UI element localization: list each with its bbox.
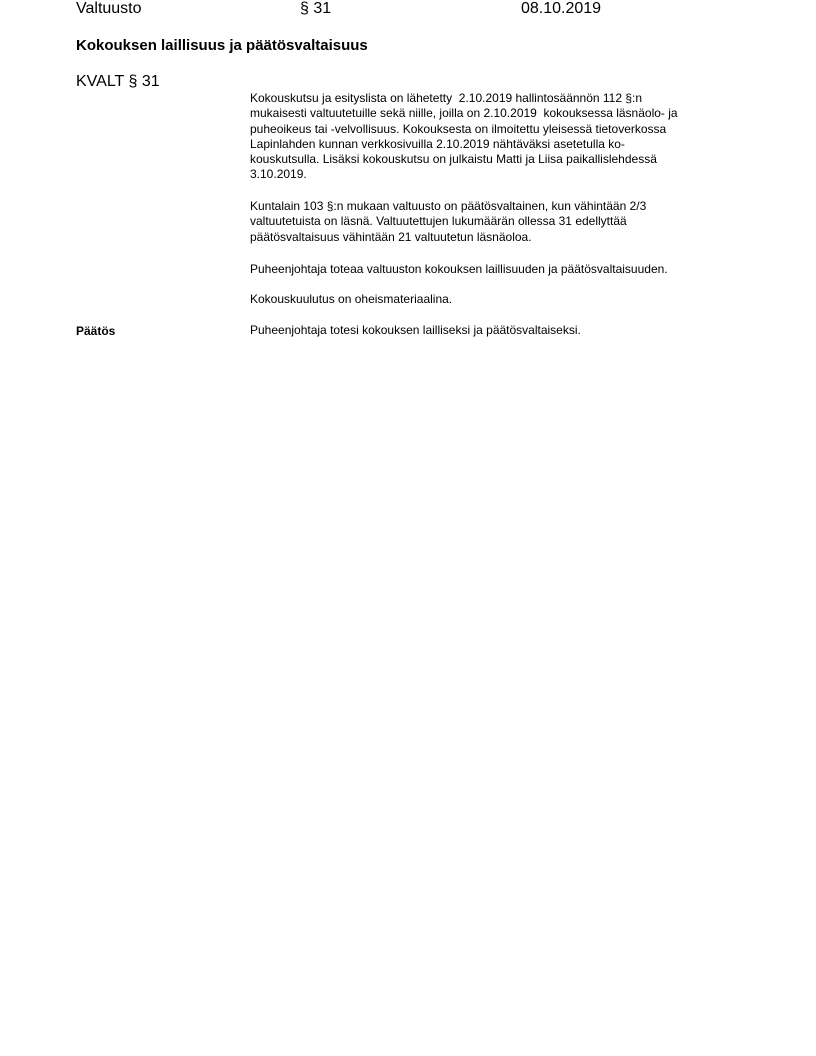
header-section-number: § 31 [300,0,332,17]
header-date: 08.10.2019 [521,0,602,17]
page-header [0,0,816,20]
chair-statement-text: Puheenjohtaja toteaa valtuuston kokouksen laillisuuden ja päätösvaltaisuuden. [250,262,668,276]
header-body-name: Valtuusto [76,0,142,17]
decision-label: Päätös [76,324,116,338]
section-reference: KVALT § 31 [76,73,160,90]
paragraph-attachment-note [250,292,730,307]
page-title: Kokouksen laillisuus ja päätösvaltaisuus [76,37,368,54]
paragraph-meeting-invitation: Kokouskutsu ja esityslista on lähetetty 2.10.2019 hallintosäännön 112 §:n mukaisesti valtuutetuille sekä niille, joilla on 2.10.2019 kokouksessa läsnäolo- ja puheoikeus tai -velvollisuus. Kokouksesta on ilmoitettu yleisessä tietoverkossa Lapinlahden kunnan verkkosivuilla 2.10.2019 nähtäväksi asetetulla ko- kouskutsulla. Lisäksi kokouskutsu on julkaistu Matti ja Liisa paikallislehdessä 3.10.2019. [250,91,678,182]
decision-text: Puheenjohtaja totesi kokouksen lailliseksi ja päätösvaltaiseksi. [250,323,581,337]
paragraph-quorum-rule: Kuntalain 103 §:n mukaan valtuusto on päätösvaltainen, kun vähintään 2/3 valtuutetuista on läsnä. Valtuutettujen lukumäärän ollessa 31 edellyttää päätösvaltaisuus vähintään 21 valtuutetun läsnäoloa. [250,199,647,244]
paragraph-chair-statement [250,262,730,277]
attachment-note-text: Kokouskuulutus on oheismateriaalina. [250,292,453,306]
